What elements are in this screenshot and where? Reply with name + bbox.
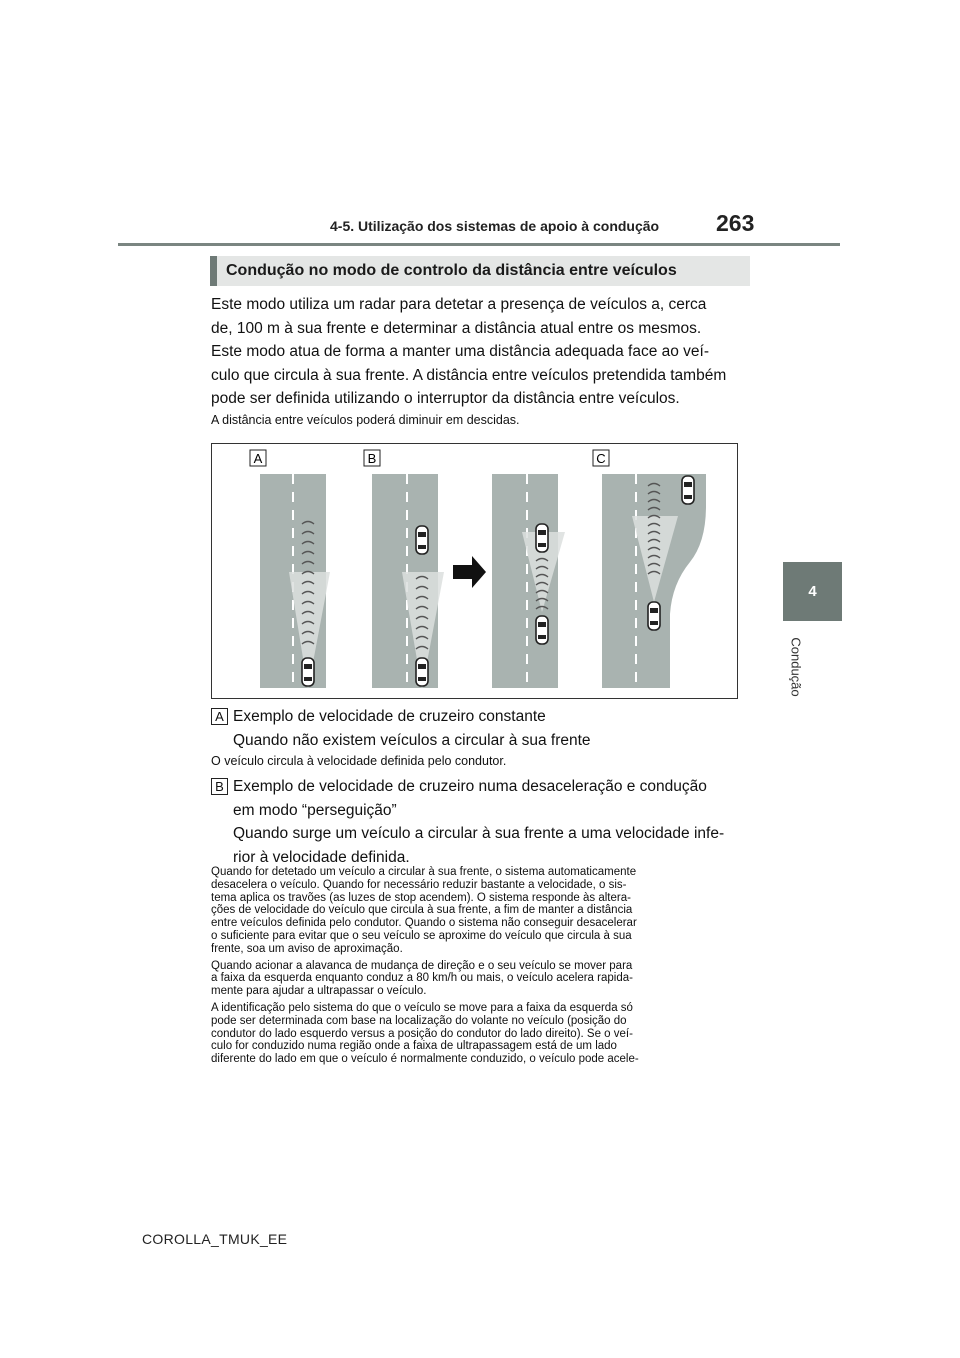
intro-line: Este modo atua de forma a manter uma distância adequada face ao veí- — [211, 343, 710, 360]
chapter-label — [776, 632, 816, 702]
intro-line: de, 100 m à sua frente e determinar a distância atual entre os mesmos. — [211, 319, 702, 337]
intro-note: A distância entre veículos poderá diminuir em descidas. — [211, 413, 520, 427]
note-line: pode ser determinada com base na localização do volante no veículo (posição do — [211, 1014, 627, 1027]
road-b-result — [492, 474, 565, 688]
note-line: o suficiente para evitar que o seu veículo se aproxime do veículo que circula à sua — [211, 929, 632, 942]
acc-diagram — [211, 443, 738, 699]
page-number: 263 — [716, 210, 755, 236]
road-b — [372, 474, 444, 689]
item-b-line: Exemplo de velocidade de cruzeiro numa desaceleração e condução — [233, 778, 707, 795]
intro-line: pode ser definida utilizando o interruptor da distância entre veículos. — [211, 390, 680, 407]
note-line: ções de velocidade do veículo que circula à sua frente, a fim de manter a distância — [211, 904, 633, 917]
note-line: Quando for detetado um veículo a circular à sua frente, o sistema automaticamente — [211, 866, 637, 878]
section-heading: Condução no modo de controlo da distância entre veículos — [210, 256, 750, 286]
item-b-notes — [211, 866, 751, 1066]
arrow-icon — [453, 556, 486, 588]
item-b-line: Quando surge um veículo a circular à sua frente a uma velocidade infe- — [233, 825, 725, 842]
acc-diagram-svg — [212, 444, 737, 698]
intro-paragraph — [211, 293, 751, 411]
note-line: A identificação pelo sistema do que o veículo se move para a faixa da esquerda só — [211, 1001, 633, 1014]
label-c — [593, 450, 609, 466]
item-a-text — [233, 705, 753, 752]
chapter-tab[interactable] — [783, 562, 842, 621]
item-b-text — [233, 775, 753, 869]
note-line: frente, soa um aviso de aproximação. — [211, 942, 403, 955]
item-a-line: Quando não existem veículos a circular à sua frente — [233, 731, 591, 749]
document-code: COROLLA_TMUK_EE — [142, 1231, 288, 1247]
item-b-line: rior à velocidade definida. — [233, 848, 410, 866]
note-line: condutor do lado esquerdo versus a posição do condutor do lado direito). Se o veí- — [211, 1027, 633, 1040]
svg-text:C: C — [596, 451, 606, 466]
note-line: a faixa da esquerda enquanto conduz a 80 km/h ou mais, o veículo acelera rapida- — [211, 972, 633, 985]
header-divider — [118, 243, 840, 246]
item-badge-b: B — [211, 778, 228, 795]
note-line: culo for conduzido numa região onde a faixa de ultrapassagem está de um lado — [211, 1040, 617, 1053]
note-line: tema aplica os travões (as luzes de stop acendem). O sistema responde às altera- — [211, 891, 631, 904]
item-a-line: Exemplo de velocidade de cruzeiro constante — [233, 708, 546, 725]
chapter-number: 4 — [808, 583, 817, 600]
section-path: 4-5. Utilização dos sistemas de apoio à condução — [330, 218, 660, 234]
note-line: mente para ajudar a ultrapassar o veículo. — [211, 985, 427, 998]
road-a — [260, 474, 330, 689]
item-b-line: em modo “perseguição” — [233, 801, 397, 819]
item-a-note: O veículo circula à velocidade definida pelo condutor. — [211, 754, 507, 768]
intro-line: culo que circula à sua frente. A distância entre veículos pretendida também — [211, 366, 727, 384]
note-line: Quando acionar a alavanca de mudança de direção e o seu veículo se mover para — [211, 959, 633, 972]
label-b — [364, 450, 380, 466]
note-line: desacelera o veículo. Quando for necessário reduzir bastante a velocidade, o sis- — [211, 878, 627, 891]
svg-text:B: B — [367, 451, 377, 466]
svg-text:A: A — [253, 451, 263, 466]
note-line: entre veículos definida pelo condutor. Quando o sistema não conseguir desacelerar — [211, 917, 637, 930]
chapter-label-text: Condução — [788, 637, 804, 697]
intro-line: Este modo utiliza um radar para detetar a presença de veículos a, cerca — [211, 296, 707, 313]
item-badge-a: A — [211, 708, 228, 725]
note-line: diferente do lado em que o veículo é normalmente conduzido, o veículo pode acele- — [211, 1053, 639, 1066]
road-c — [602, 474, 706, 688]
label-a — [250, 450, 266, 466]
